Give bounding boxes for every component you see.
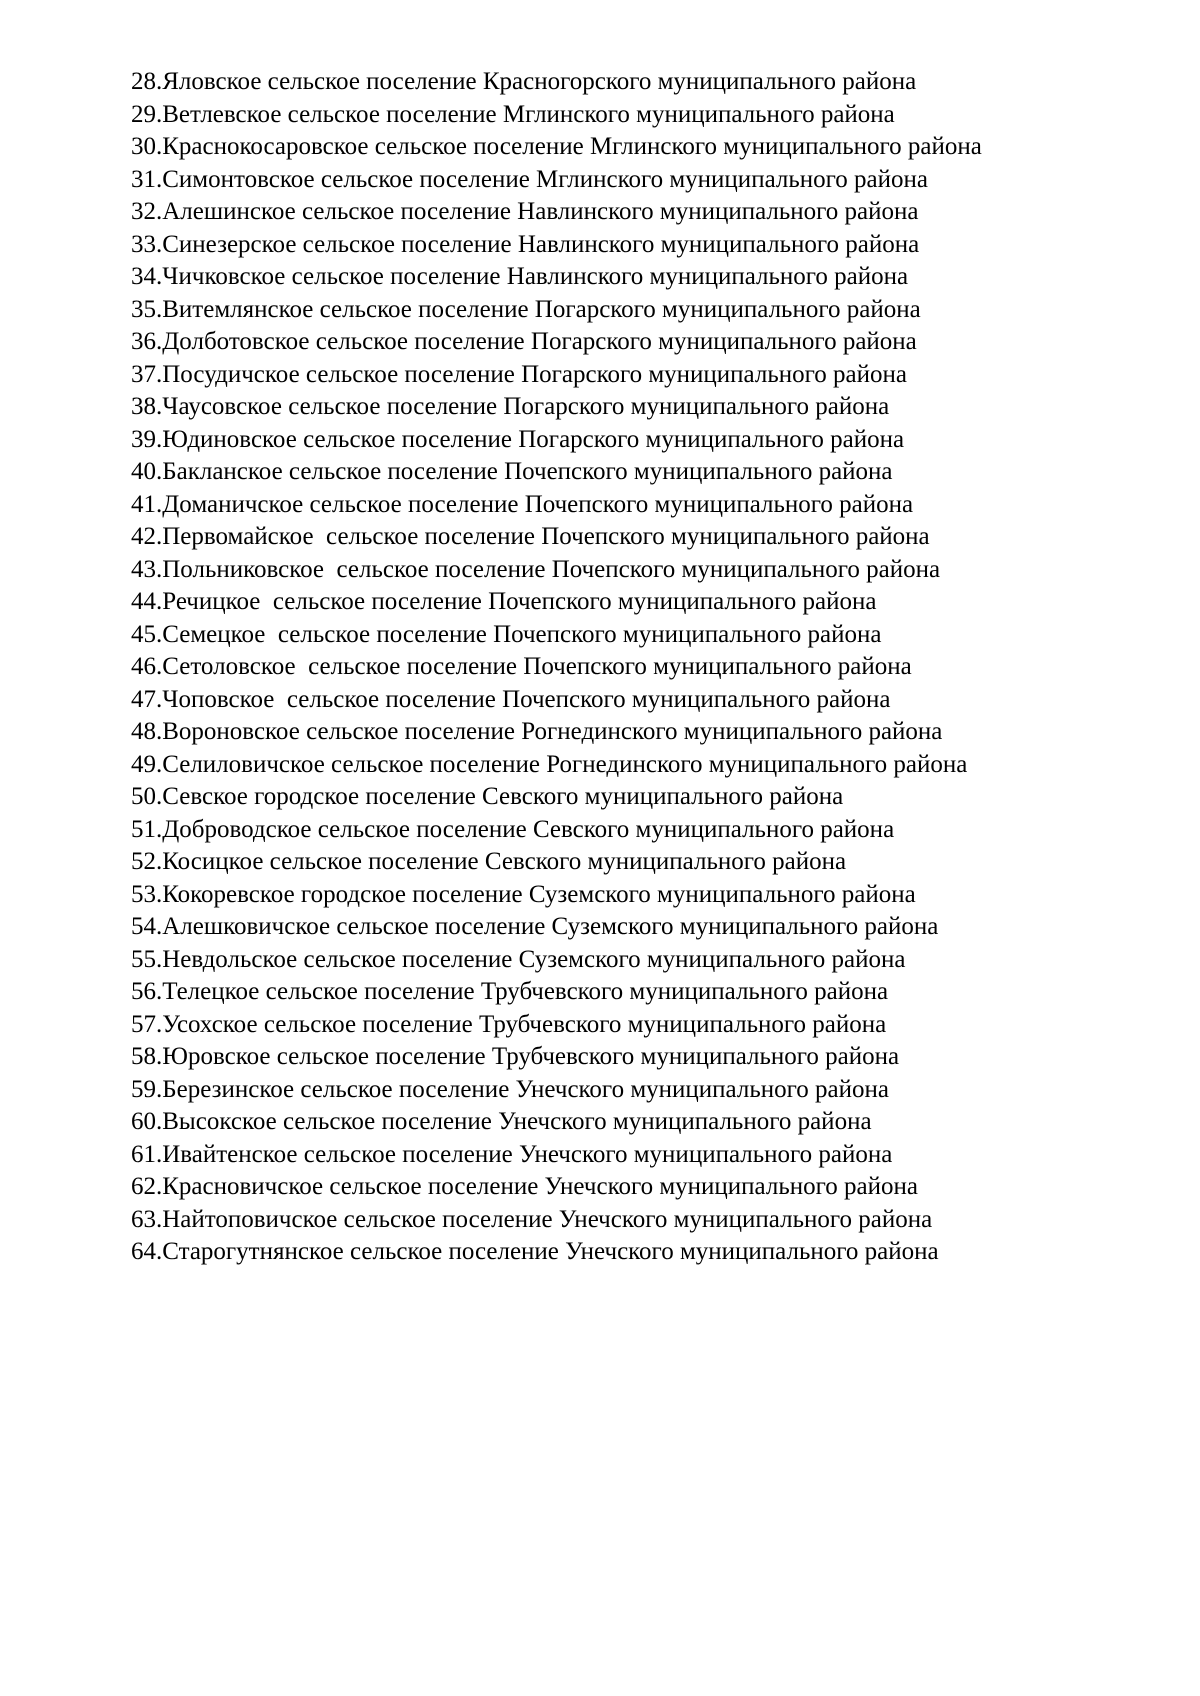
list-item: 56.Телецкое сельское поселение Трубчевского муниципального района [131,978,889,1005]
list-item: 62.Красновичское сельское поселение Унечского муниципального района [131,1173,918,1200]
list-item: 55.Невдольское сельское поселение Суземского муниципального района [131,945,906,973]
list-item: 64.Старогутнянское сельское поселение Унечского муниципального района [131,1238,939,1265]
settlement-list [131,66,982,1269]
list-item: 35.Витемлянское сельское поселение Погарского муниципального района [131,295,921,323]
list-item: 54.Алешковичское сельское поселение Суземского муниципального района [131,913,939,940]
list-item: 60.Высокское сельское поселение Унечского муниципального района [131,1108,872,1135]
list-item: 40.Бакланское сельское поселение Почепского муниципального района [131,458,893,485]
list-item: 46.Сетоловское сельское поселение Почепского муниципального района [131,653,912,680]
list-item: 48.Вороновское сельское поселение Рогнединского муниципального района [131,718,943,745]
list-item: 59.Березинское сельское поселение Унечского муниципального района [131,1075,889,1103]
list-item: 32.Алешинское сельское поселение Навлинского муниципального района [131,198,919,225]
list-item: 43.Польниковское сельское поселение Почепского муниципального района [131,555,941,583]
list-item: 50.Севское городское поселение Севского муниципального района [131,783,844,810]
list-item: 61.Ивайтенское сельское поселение Унечского муниципального района [131,1140,893,1168]
list-item: 41.Доманичское сельское поселение Почепского муниципального района [131,490,914,518]
list-item: 53.Кокоревское городское поселение Суземского муниципального района [131,880,916,908]
list-item: 57.Усохское сельское поселение Трубчевского муниципального района [131,1010,887,1038]
list-item: 39.Юдиновское сельское поселение Погарского муниципального района [131,425,905,453]
list-item: 52.Косицкое сельское поселение Севского муниципального района [131,848,847,875]
list-item: 51.Доброводское сельское поселение Севского муниципального района [131,815,895,843]
list-item: 63.Найтоповичское сельское поселение Унечского муниципального района [131,1205,933,1233]
list-item: 28.Яловское сельское поселение Красногорского муниципального района [131,68,917,95]
list-item: 34.Чичковское сельское поселение Навлинского муниципального района [131,263,909,290]
list-item: 38.Чаусовское сельское поселение Погарского муниципального района [131,393,890,420]
list-item: 33.Синезерское сельское поселение Навлинского муниципального района [131,230,920,258]
list-item: 30.Краснокосаровское сельское поселение Мглинского муниципального района [131,133,982,160]
list-item: 44.Речицкое сельское поселение Почепского муниципального района [131,588,877,615]
list-item: 58.Юровское сельское поселение Трубчевского муниципального района [131,1043,900,1070]
list-item: 47.Чоповское сельское поселение Почепского муниципального района [131,685,891,713]
list-item: 49.Селиловичское сельское поселение Рогнединского муниципального района [131,750,968,778]
list-item: 36.Долботовское сельское поселение Погарского муниципального района [131,328,917,355]
list-item: 42.Первомайское сельское поселение Почепского муниципального района [131,523,930,550]
list-item: 45.Семецкое сельское поселение Почепского муниципального района [131,620,882,648]
list-item: 29.Ветлевское сельское поселение Мглинского муниципального района [131,100,895,128]
list-item: 37.Посудичское сельское поселение Погарского муниципального района [131,360,907,388]
list-item: 31.Симонтовское сельское поселение Мглинского муниципального района [131,165,928,193]
